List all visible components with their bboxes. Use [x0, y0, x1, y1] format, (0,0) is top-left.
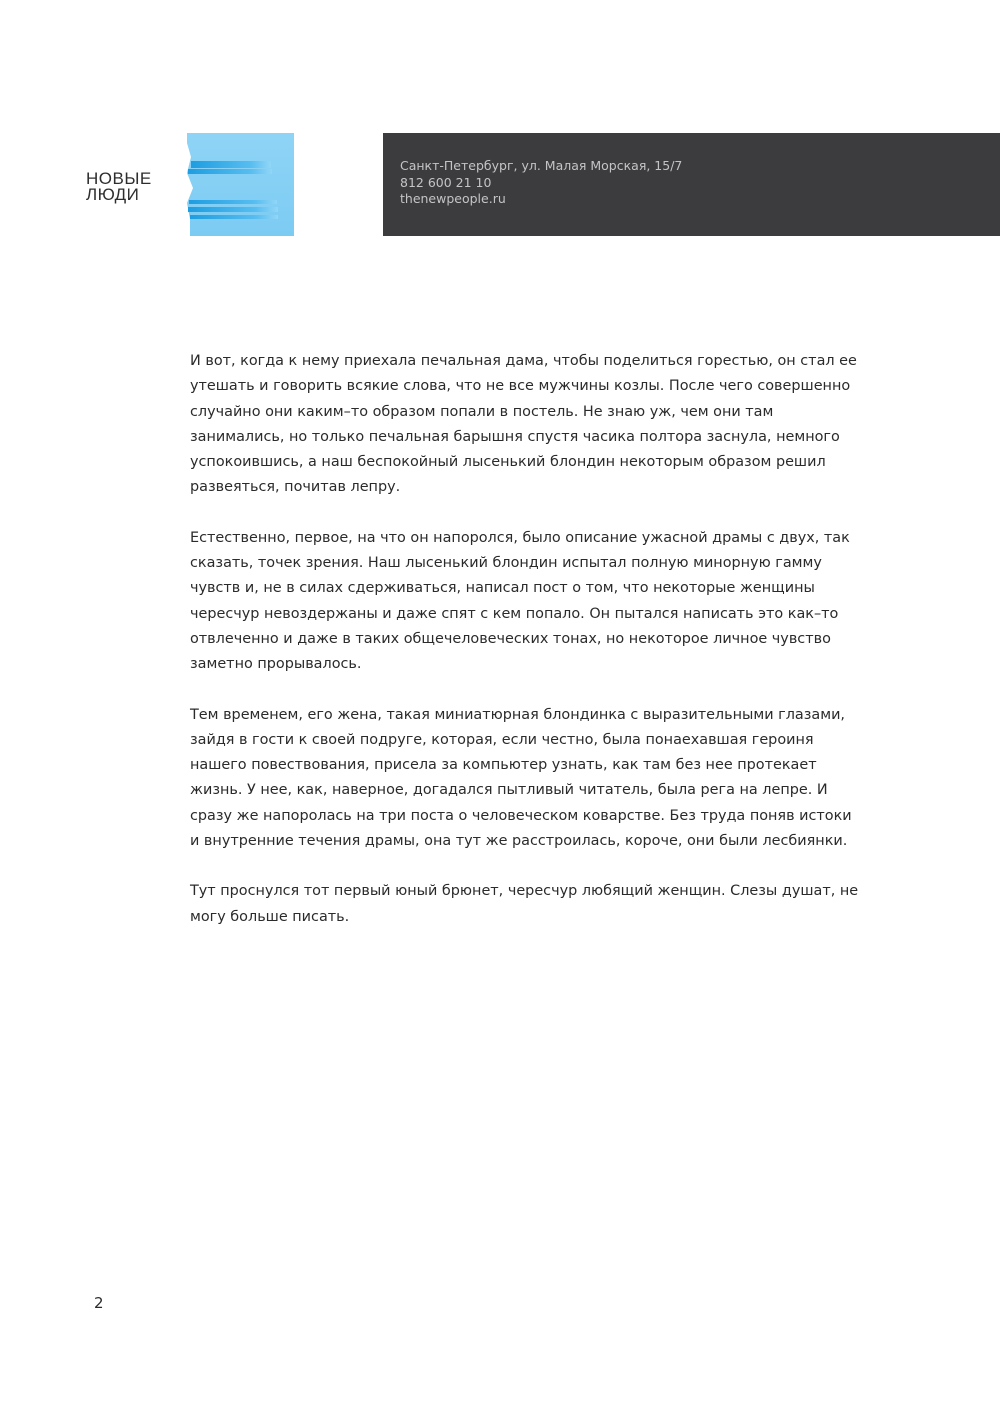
text-line: успокоившись, а наш беспокойный лысенький блондин некоторым образом решил [190, 454, 826, 471]
text-line: развеяться, почитав лепру. [190, 479, 401, 496]
phone-text: 812 600 21 10 [400, 174, 492, 190]
text-line: случайно они каким–то образом попали в постель. Не знаю уж, чем они там [190, 403, 774, 420]
logo-mark-icon [186, 133, 294, 236]
header-contact-band [383, 133, 1000, 236]
logo-stripe [188, 207, 278, 212]
article-body [190, 349, 890, 955]
text-line: чувств и, не в силах сдерживаться, написал пост о том, что некоторые женщины [190, 580, 815, 597]
text-line: могу больше писать. [190, 908, 350, 925]
text-line: чересчур невоздержаны и даже спят с кем попало. Он пытался написать это как–то [190, 605, 839, 622]
brand-name-line-1: НОВЫЕ [86, 169, 152, 188]
paragraph-4 [190, 879, 890, 930]
text-line: утешать и говорить всякие слова, что не все мужчины козлы. После чего совершенно [190, 378, 851, 395]
website-link[interactable]: thenewpeople.ru [400, 191, 506, 206]
text-line: и внутренние течения драмы, она тут же расстроилась, короче, они были лесбиянки. [190, 833, 848, 850]
text-line: И вот, когда к нему приехала печальная дама, чтобы поделиться горестью, он стал ее [190, 353, 857, 369]
text-line: Естественно, первое, на что он напоролся, было описание ужасной драмы с двух, так [190, 529, 850, 546]
logo-stripe [190, 215, 278, 219]
text-line: Тут проснулся тот первый юный брюнет, чересчур любящий женщин. Слезы душат, не [190, 883, 859, 900]
page-number: 2 [94, 1294, 104, 1312]
text-line: зайдя в гости к своей подруге, которая, если честно, была понаехавшая героиня [190, 731, 814, 748]
contact-info [400, 158, 682, 208]
logo-sheet-shape [187, 133, 294, 236]
text-line: сказать, точек зрения. Наш лысенький блондин испытал полную минорную гамму [190, 555, 822, 572]
text-line: отвлеченно и даже в таких общечеловеческих тонах, но некоторое личное чувство [190, 630, 831, 647]
address-text: Санкт-Петербург, ул. Малая Морская, 15/7 [400, 158, 683, 173]
logo-stripe [188, 169, 272, 174]
brand-name-line-2: ЛЮДИ [86, 185, 140, 204]
text-line: занимались, но только печальная барышня спустя часика полтора заснула, немного [190, 428, 840, 445]
paragraph-1 [190, 349, 890, 501]
text-line: заметно прорывалось. [190, 656, 362, 673]
text-line: сразу же напоролась на три поста о человеческом коварстве. Без труда поняв истоки [190, 807, 852, 824]
text-line: жизнь. У нее, как, наверное, догадался пытливый читатель, была рега на лепре. И [190, 782, 828, 799]
logo-stripe [191, 161, 271, 168]
logo-stripe [189, 200, 277, 204]
text-line: нашего повествования, присела за компьютер узнать, как там без нее протекает [190, 757, 817, 774]
paragraph-3 [190, 703, 890, 855]
brand-name [86, 171, 176, 203]
paragraph-2 [190, 526, 890, 678]
text-line: Тем временем, его жена, такая миниатюрная блондинка с выразительными глазами, [190, 706, 845, 723]
